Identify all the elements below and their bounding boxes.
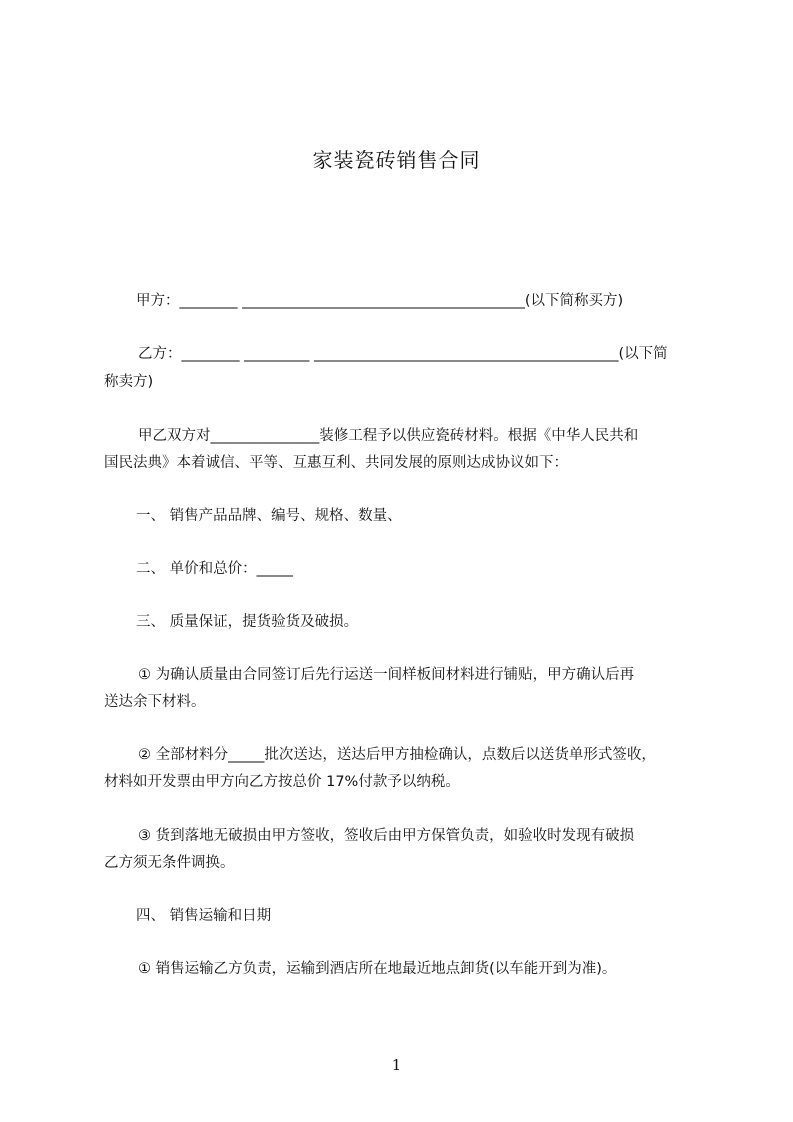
clause-4-1: ① 销售运输乙方负责，运输到酒店所在地最近地点卸货(以车能开到为准)。 <box>138 961 617 977</box>
section-heading-1: 一、 销售产品品牌、编号、规格、数量、 <box>136 508 402 524</box>
clause-3-3: ③ 货到落地无破损由甲方签收，签收后由甲方保管负责，如验收时发现有破损 <box>138 828 635 844</box>
page-title: 家装瓷砖销售合同 <box>312 148 481 172</box>
section-heading-2: 二、 单价和总价：_____ <box>136 561 293 577</box>
clause-3-1-cont: 送达余下材料。 <box>104 694 206 710</box>
intro-paragraph: 甲乙双方对_______________装修工程予以供应瓷砖材料。根据《中华人民共和 <box>138 428 639 444</box>
clause-3-3-cont: 乙方须无条件调换。 <box>104 855 235 871</box>
party-b-line-cont: 称卖方) <box>104 374 154 390</box>
party-a-line: 甲方：________ _______________________________________(以下简称买方) <box>136 293 624 309</box>
clause-3-2-cont: 材料如开发票由甲方向乙方按总价 17%付款予以纳税。 <box>104 774 460 790</box>
section-heading-4: 四、 销售运输和日期 <box>136 908 272 924</box>
party-b-line: 乙方：________ _________ __________________________________________(以下简 <box>138 346 668 362</box>
clause-3-1: ① 为确认质量由合同签订后先行运送一间样板间材料进行铺贴，甲方确认后再 <box>138 667 635 683</box>
section-heading-3: 三、 质量保证，提货验货及破损。 <box>136 614 359 630</box>
clause-3-2: ② 全部材料分_____批次送达，送达后甲方抽检确认，点数后以送货单形式签收， <box>138 747 656 763</box>
page-number: 1 <box>391 1056 402 1074</box>
intro-paragraph-cont: 国民法典》本着诚信、平等、互惠互利、共同发展的原则达成协议如下： <box>104 455 568 471</box>
